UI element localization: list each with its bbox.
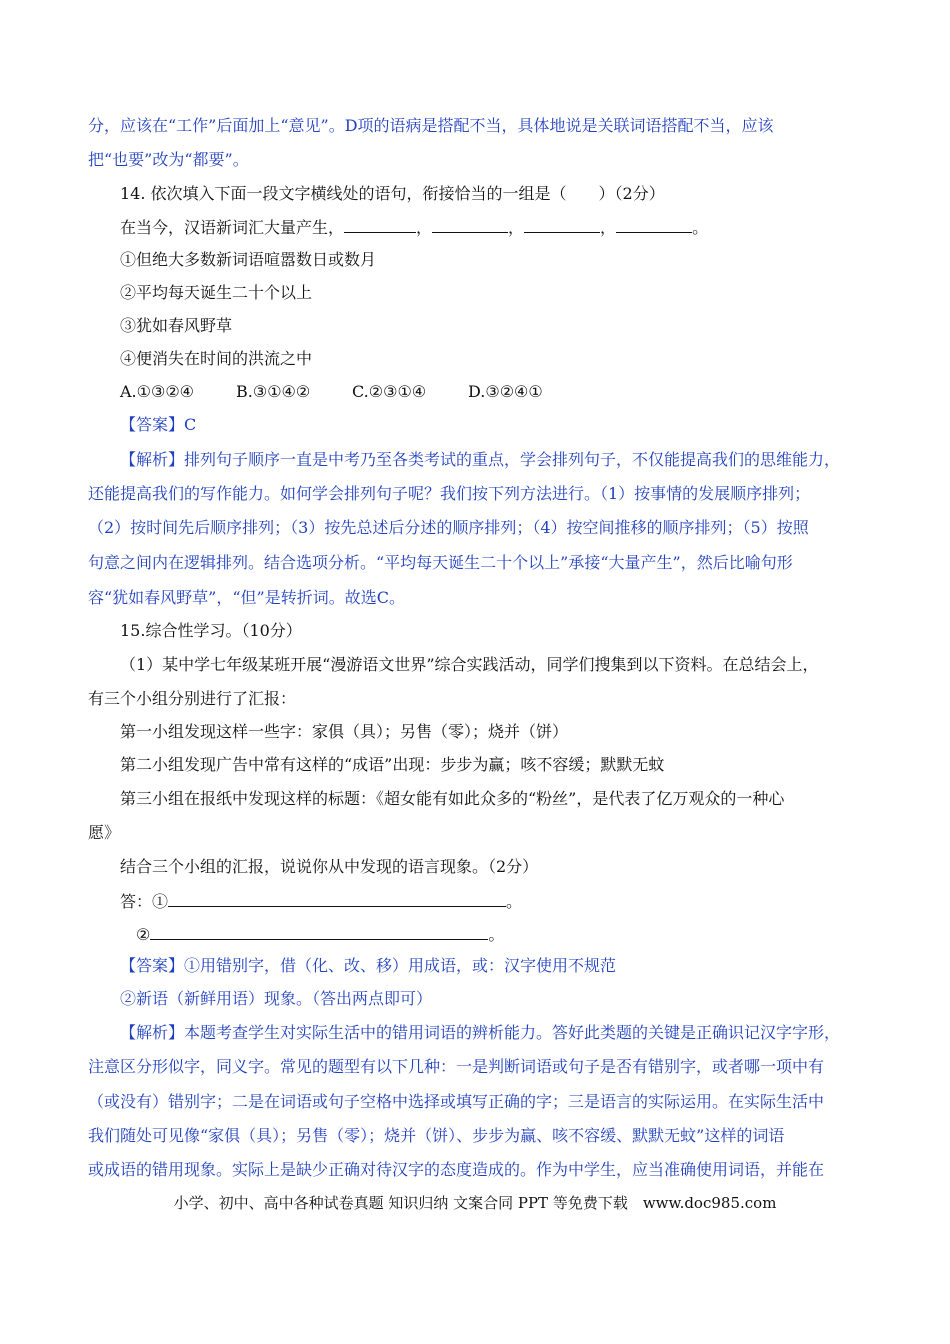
q15-answer-blank-2[interactable]	[150, 923, 488, 940]
q14-option-4: ④便消失在时间的洪流之中	[120, 349, 313, 368]
q15-stem: 15.综合性学习。（10分）	[120, 621, 302, 640]
q14-blank-3[interactable]	[524, 216, 600, 233]
q15-intro-line-2: 有三个小组分别进行了汇报：	[88, 689, 297, 708]
q14-option-1: ①但绝大多数新词语喧嚣数日或数月	[120, 250, 377, 269]
q14-analysis-label: 【解析】	[120, 450, 185, 469]
q14-analysis-line-4: 句意之间内在逻辑排列。结合选项分析。“平均每天诞生二十个以上”承接“大量产生”，然后比喻句形	[88, 553, 793, 572]
q15-answer-label: 【答案】	[120, 956, 185, 975]
q14-analysis-text: 排列句子顺序一直是中考乃至各类考试的重点，学会排列句子，不仅能提高我们的思维能力，	[184, 450, 841, 469]
q14-passage-prefix: 在当今，汉语新词汇大量产生，	[120, 218, 345, 237]
q14-separator: ，	[416, 218, 433, 237]
q15-analysis-line-1	[120, 1022, 840, 1044]
q15-group-3-line-2: 愿》	[88, 823, 121, 842]
q14-option-3: ③犹如春风野草	[120, 316, 233, 335]
q15-group-3-line-1: 第三小组在报纸中发现这样的标题：《超女能有如此众多的“粉丝”，是代表了亿万观众的一种心	[120, 789, 785, 808]
q14-stem: 14. 依次填入下面一段文字横线处的语句，衔接恰当的一组是（ ）（2分）	[120, 184, 665, 203]
page-footer: 小学、初中、高中各种试卷真题 知识归纳 文案合同 PPT 等免费下载 www.doc985.com	[173, 1194, 777, 1212]
q15-group-2: 第二小组发现广告中常有这样的“成语”出现：步步为赢；咳不容缓；默默无蚊	[120, 755, 665, 774]
q14-analysis-line-2: 还能提高我们的写作能力。如何学会排列句子呢？我们按下列方法进行。（1）按事情的发展顺序排列；	[88, 484, 811, 503]
q14-choice-c[interactable]: C.②③①④	[352, 382, 427, 401]
q15-answer-line-1	[120, 890, 522, 913]
q15-analysis-line-5: 或成语的错用现象。实际上是缺少正确对待汉字的态度造成的。作为中学生，应当准确使用词语，并能在	[88, 1160, 825, 1179]
q15-answer-text-1: ①用错别字，借（化、改、移）用成语，或：汉字使用不规范	[184, 956, 617, 975]
q15-analysis-line-4: 我们随处可见像“家俱（具）；另售（零）；烧并（饼）、步步为赢、咳不容缓、默默无蚊”这样的词语	[88, 1126, 785, 1145]
q14-passage	[120, 216, 708, 239]
q14-separator: ，	[508, 218, 525, 237]
q15-analysis-label: 【解析】	[120, 1023, 185, 1042]
q14-blank-4[interactable]	[616, 216, 692, 233]
q15-answer-period: 。	[506, 892, 523, 911]
q14-blank-1[interactable]	[344, 216, 416, 233]
q14-answer	[120, 414, 196, 436]
q14-analysis-line-3: （2）按时间先后顺序排列；（3）按先总述后分述的顺序排列；（4）按空间推移的顺序排列；（5）按照	[88, 518, 809, 537]
q14-separator: ，	[600, 218, 617, 237]
q15-answer-blank-1[interactable]	[168, 890, 506, 907]
q15-answer-line-2	[136, 923, 504, 946]
carry-over-line-2: 把“也要”改为“都要”。	[88, 150, 249, 169]
q15-analysis-line-2: 注意区分形似字，同义字。常见的题型有以下几种：一是判断词语或句子是否有错别字，或者哪一项中有	[88, 1057, 825, 1076]
q15-answer-second-marker: ②	[136, 925, 151, 944]
q14-choice-d[interactable]: D.③②④①	[468, 382, 543, 401]
q14-choice-a[interactable]: A.①③②④	[120, 382, 195, 401]
q14-blank-2[interactable]	[432, 216, 508, 233]
q15-answer-period: 。	[488, 925, 505, 944]
q15-answer-prefix: 答：①	[120, 892, 169, 911]
q15-analysis-text: 本题考查学生对实际生活中的错用词语的辨析能力。答好此类题的关键是正确识记汉字字形，	[184, 1023, 841, 1042]
q14-analysis-line-1	[120, 449, 840, 471]
q14-choice-b[interactable]: B.③①④②	[236, 382, 311, 401]
q15-question: 结合三个小组的汇报，说说你从中发现的语言现象。（2分）	[120, 857, 539, 876]
q15-group-1: 第一小组发现这样一些字：家俱（具）；另售（零）；烧并（饼）	[120, 722, 569, 741]
q14-option-2: ②平均每天诞生二十个以上	[120, 283, 313, 302]
q14-analysis-line-5: 容“犹如春风野草”，“但”是转折词。故选C。	[88, 588, 405, 607]
q15-answer-text-2: ②新语（新鲜用语）现象。（答出两点即可）	[120, 989, 433, 1008]
q14-answer-label: 【答案】	[120, 415, 185, 434]
q15-analysis-line-3: （或没有）错别字；二是在词语或句子空格中选择或填写正确的字；三是语言的实际运用。在实际生活中	[88, 1092, 825, 1111]
q14-answer-value: C	[184, 415, 197, 434]
carry-over-line-1: 分，应该在“工作”后面加上“意见”。D项的语病是搭配不当，具体地说是关联词语搭配不当，应该	[88, 116, 774, 135]
q15-intro-line-1: （1）某中学七年级某班开展“漫游语文世界”综合实践活动，同学们搜集到以下资料。在总结会上，	[120, 655, 819, 674]
q14-period: 。	[692, 218, 709, 237]
q15-answer	[120, 955, 616, 977]
